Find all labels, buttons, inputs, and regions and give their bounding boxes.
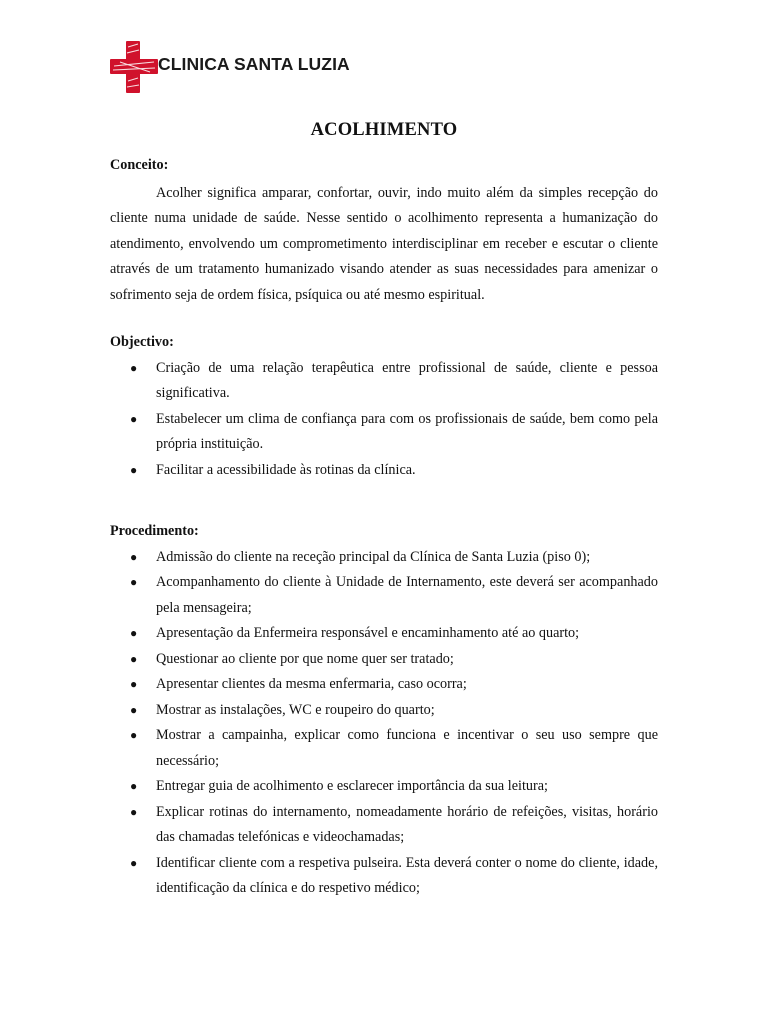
list-item: ● Admissão do cliente na receção principal da Clínica de Santa Luzia (piso 0); — [110, 545, 658, 571]
list-item: ● Mostrar a campainha, explicar como funciona e incentivar o seu uso sempre que necessário; — [110, 723, 658, 774]
bullet-icon: ● — [130, 462, 138, 477]
list-item: ● Facilitar a acessibilidade às rotinas da clínica. — [110, 458, 658, 484]
bullet-icon: ● — [130, 779, 138, 793]
list-item: ● Apresentar clientes da mesma enfermaria, caso ocorra; — [110, 672, 658, 698]
objective-heading: Objectivo: — [110, 334, 174, 350]
bullet-icon: ● — [130, 677, 138, 691]
concept-paragraph: Acolher significa amparar, confortar, ouvir, indo muito além da simples recepção do cliente numa unidade de saúde. Nesse sentido o acolhimento representa a humanização do atendimento, envolvendo um comprometimento interdisciplinar em receber e escutar o cliente através de um tratamento humanizado visando atender as suas necessidades para amenizar o sofrimento seja de ordem física, psíquica ou até mesmo espiritual. — [110, 184, 658, 303]
list-item: ● Mostrar as instalações, WC e roupeiro do quarto; — [110, 698, 658, 724]
list-item: ● Criação de uma relação terapêutica entre profissional de saúde, cliente e pessoa significativa. — [110, 356, 658, 407]
list-item: ● Questionar ao cliente por que nome quer ser tratado; — [110, 647, 658, 673]
document-body — [110, 153, 658, 902]
bullet-icon: ● — [130, 728, 138, 742]
bullet-icon: ● — [130, 651, 138, 666]
list-item: ● Estabelecer um clima de confiança para com os profissionais de saúde, bem como pela própria instituição. — [110, 407, 658, 458]
list-item: ● Acompanhamento do cliente à Unidade de Internamento, este deverá ser acompanhado pela mensageira; — [110, 570, 658, 621]
red-cross-icon — [110, 41, 160, 93]
clinic-logo — [110, 41, 350, 93]
document-title: ACOLHIMENTO — [310, 120, 458, 140]
bullet-icon: ● — [130, 702, 138, 717]
bullet-icon: ● — [130, 804, 138, 819]
list-item: ● Explicar rotinas do internamento, nomeadamente horário de refeições, visitas, horário das chamadas telefónicas e videochamadas; — [110, 800, 658, 851]
list-item: ● Apresentação da Enfermeira responsável e encaminhamento até ao quarto; — [110, 621, 658, 647]
list-item: ● Entregar guia de acolhimento e esclarecer importância da sua leitura; — [110, 774, 658, 800]
bullet-icon: ● — [130, 549, 138, 564]
bullet-icon: ● — [130, 411, 138, 426]
objective-list — [110, 356, 658, 484]
bullet-icon: ● — [130, 626, 138, 640]
bullet-icon: ● — [130, 855, 138, 870]
concept-heading: Conceito: — [110, 157, 169, 173]
list-item: ● Identificar cliente com a respetiva pulseira. Esta deverá conter o nome do cliente, idade, identificação da clínica e do respetivo médico; — [110, 851, 658, 902]
procedure-heading: Procedimento: — [110, 523, 199, 539]
logo-wordmark: CLINICA SANTA LUZIA — [158, 54, 350, 74]
bullet-icon: ● — [130, 360, 138, 375]
procedure-list — [110, 545, 658, 902]
bullet-icon: ● — [130, 575, 138, 589]
